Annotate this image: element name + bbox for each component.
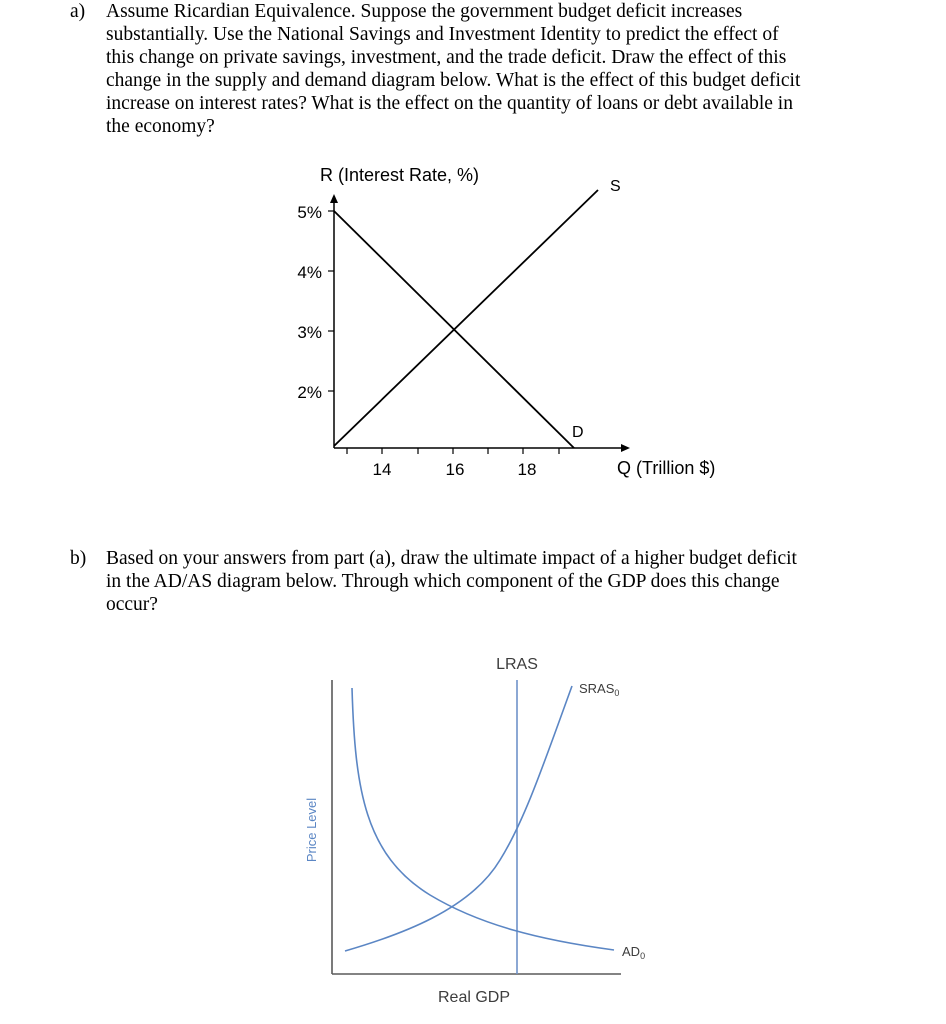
question-a-line: this change on private savings, investment, and the trade deficit. Draw the effect of this bbox=[106, 47, 787, 68]
ad-label-name: AD bbox=[622, 944, 641, 959]
question-a-label: a) bbox=[70, 1, 86, 22]
sras-label-name: SRAS bbox=[579, 681, 615, 696]
question-a-line: increase on interest rates? What is the effect on the quantity of loans or debt available in bbox=[106, 93, 793, 114]
demand-label: D bbox=[572, 424, 584, 441]
question-a-line: Assume Ricardian Equivalence. Suppose the government budget deficit increases bbox=[106, 1, 743, 22]
sras-curve bbox=[345, 686, 572, 951]
y-tick-label: 2% bbox=[297, 383, 322, 402]
supply-label: S bbox=[610, 178, 621, 195]
question-b-line: occur? bbox=[106, 594, 158, 615]
question-a-line: change in the supply and demand diagram below. What is the effect of this budget deficit bbox=[106, 70, 801, 91]
sras-label bbox=[579, 681, 619, 698]
question-b-line: in the AD/AS diagram below. Through which component of the GDP does this change bbox=[106, 571, 780, 592]
lras-label: LRAS bbox=[496, 656, 538, 673]
sras-label-subscript: 0 bbox=[614, 688, 620, 698]
x-tick-label: 18 bbox=[517, 460, 537, 479]
ad-label bbox=[622, 944, 645, 961]
x-axis-label: Q (Trillion $) bbox=[617, 458, 716, 478]
y-tick-label: 5% bbox=[297, 203, 322, 222]
y-tick-label: 3% bbox=[297, 323, 322, 342]
question-a-line: substantially. Use the National Savings and Investment Identity to predict the effect of bbox=[106, 24, 779, 45]
x-axis-label: Real GDP bbox=[437, 989, 511, 1006]
question-a-line: the economy? bbox=[106, 116, 215, 137]
y-axis-label: R (Interest Rate, %) bbox=[320, 165, 480, 185]
x-tick-label: 16 bbox=[445, 460, 465, 479]
y-axis-label: Price Level bbox=[304, 797, 319, 863]
y-tick-label: 4% bbox=[297, 263, 322, 282]
ad-curve bbox=[352, 688, 614, 950]
ad-label-subscript: 0 bbox=[640, 951, 646, 961]
question-b-label: b) bbox=[70, 548, 87, 569]
x-tick-label: 14 bbox=[372, 460, 392, 479]
question-b-line: Based on your answers from part (a), draw the ultimate impact of a higher budget deficit bbox=[106, 548, 797, 569]
